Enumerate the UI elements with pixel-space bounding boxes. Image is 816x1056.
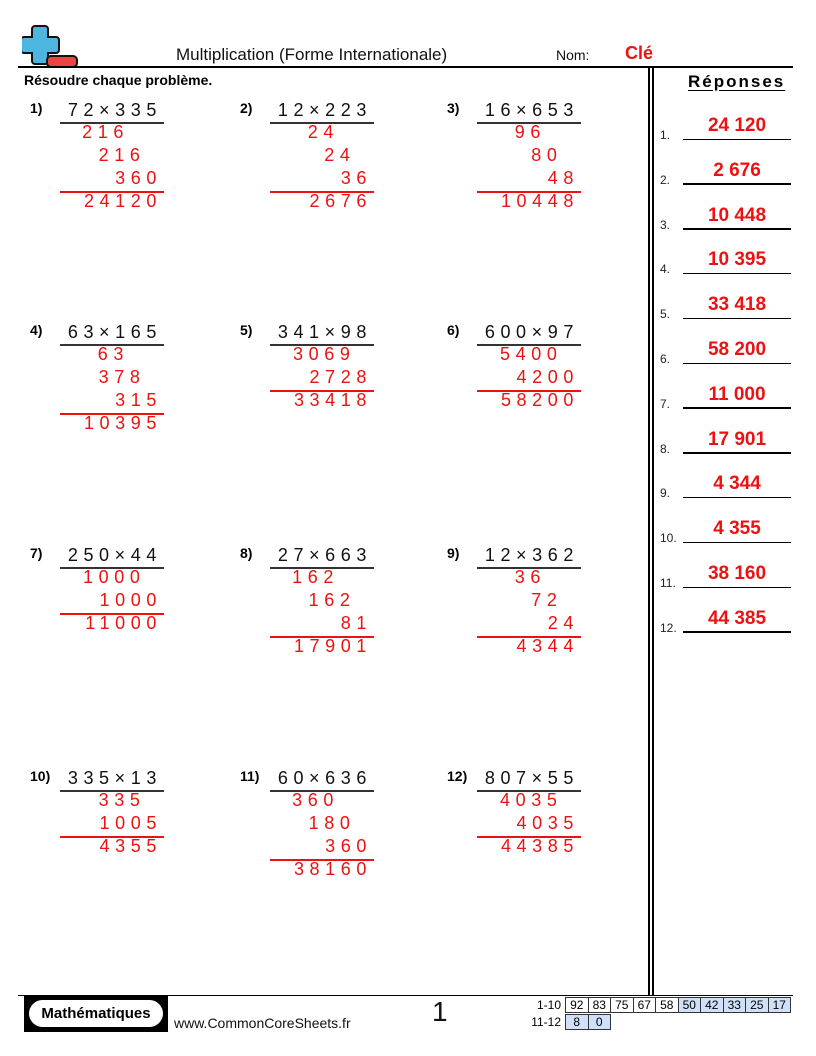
answer-blank-line [683,139,791,141]
answer-number: 3. [660,217,671,232]
answer-4 [660,246,795,276]
answer-9 [660,470,795,500]
answer-value: 58 200 [707,339,767,360]
answer-value: 24 120 [707,115,767,136]
answer-10 [660,515,795,545]
problem-3 [447,100,627,300]
problem-6 [447,322,627,522]
partial-product: 24 [547,613,579,633]
answer-7 [660,381,795,411]
answer-2 [660,157,795,187]
answer-blank-line [683,542,791,544]
product-result: 10448 [500,191,579,211]
answer-number: 4. [660,262,671,277]
partial-product: 80 [531,145,563,165]
product-result: 17901 [293,636,372,656]
score-row-label: 1-10 [536,998,561,1012]
header-divider [18,66,793,68]
product-result: 44385 [500,836,579,856]
problem-5 [240,322,420,522]
partial-product: 162 [292,567,339,587]
answer-blank-line [683,363,791,365]
score-cell: 42 [700,997,724,1013]
footer-site: www.CommonCoreSheets.fr [174,1015,351,1031]
problem-question: 12×362 [484,545,579,565]
partial-product: 1000 [83,567,146,587]
answer-number: 5. [660,307,671,322]
product-result: 2676 [309,191,372,211]
problem-question: 335×13 [67,768,162,788]
product-result: 58200 [500,390,579,410]
partial-product: 24 [307,122,339,142]
score-cell: 83 [588,997,612,1013]
answer-blank-line [683,452,791,454]
partial-product: 315 [115,390,162,410]
partial-product: 1000 [99,590,162,610]
partial-product: 216 [98,145,146,165]
problem-question: 16×653 [484,100,579,120]
problem-1 [30,100,210,300]
answer-value: 38 160 [707,563,767,584]
answer-value: 44 385 [707,607,767,629]
product-result: 4355 [99,836,162,856]
problem-number: 6) [447,322,460,338]
problem-question: 72×335 [67,100,162,120]
problem-question: 63×165 [67,322,162,342]
problem-number: 4) [30,322,43,338]
instructions: Résoudre chaque problème. [24,72,213,88]
score-cell: 75 [610,997,634,1013]
partial-product: 216 [82,122,129,142]
partial-product: 1005 [99,813,162,833]
product-result: 11000 [85,613,162,633]
problem-11 [240,768,420,968]
answer-8 [660,426,795,456]
answer-value: 2 676 [713,159,761,181]
partial-product: 162 [308,590,356,610]
answer-value: 10 448 [707,204,767,226]
answer-12 [660,605,795,635]
subject-badge-label: Mathématiques [29,1000,163,1027]
problem-number: 12) [447,768,468,784]
page-number: 1 [432,996,448,1027]
answer-number: 9. [660,486,671,501]
partial-product: 4035 [516,813,579,833]
answer-column-divider [648,68,650,996]
problem-question: 12×223 [277,100,372,120]
problem-number: 8) [240,545,253,561]
answer-3 [660,202,795,232]
partial-product: 96 [514,122,546,142]
partial-product: 180 [308,813,356,833]
product-result: 38160 [293,859,372,879]
problem-7 [30,545,210,745]
answer-value: 11 000 [708,383,766,405]
score-cell: 8 [565,1014,589,1030]
problem-number: 1) [30,100,43,116]
worksheet-title: Multiplication (Forme Internationale) [176,45,448,64]
problem-question: 250×44 [67,545,162,565]
partial-product: 72 [531,590,563,610]
problem-question: 27×663 [277,545,372,565]
partial-product: 4200 [516,367,579,387]
answer-value: 4 344 [713,473,761,495]
subject-badge [24,996,168,1032]
problem-question: 341×98 [277,322,372,342]
partial-product: 24 [324,145,356,165]
answer-blank-line [683,318,791,320]
problem-10 [30,768,210,968]
score-cell: 17 [768,997,792,1013]
partial-product: 360 [325,836,372,856]
partial-product: 48 [547,168,579,188]
problem-number: 10) [30,768,51,784]
partial-product: 5400 [500,344,563,364]
problem-9 [447,545,627,745]
score-cell: 50 [678,997,702,1013]
answer-number: 6. [660,352,671,366]
answer-blank-line [683,407,791,409]
partial-product: 3069 [293,344,356,364]
answer-blank-line [683,273,791,275]
problem-number: 9) [447,545,460,561]
product-result: 24120 [83,191,162,211]
answer-value: 33 418 [707,294,767,316]
problem-question: 600×97 [484,322,579,342]
problem-number: 7) [30,545,43,561]
problem-2 [240,100,420,300]
answer-number: 8. [660,441,671,456]
product-result: 4344 [516,636,579,656]
problem-number: 2) [240,100,253,116]
partial-product: 81 [340,613,372,633]
problem-question: 60×636 [277,768,372,788]
answer-column-divider [652,68,654,996]
score-cell: 67 [633,997,657,1013]
problem-8 [240,545,420,745]
partial-product: 2728 [309,367,372,387]
answer-11 [660,560,795,590]
product-result: 33418 [293,390,372,410]
answers-title: Réponses [688,72,786,91]
problem-number: 5) [240,322,253,338]
partial-product: 360 [292,790,339,810]
partial-product: 36 [340,168,372,188]
partial-product: 4035 [500,790,563,810]
problem-4 [30,322,210,522]
problem-12 [447,768,627,968]
answer-1 [660,112,795,142]
partial-product: 335 [98,790,146,810]
answer-number: 1. [660,128,671,142]
answer-blank-line [683,183,791,185]
partial-product: 378 [98,367,146,387]
answer-blank-line [683,497,791,499]
answer-number: 7. [660,396,671,411]
score-cell: 33 [723,997,747,1013]
problem-number: 11) [240,768,260,784]
answer-6 [660,336,795,366]
answer-number: 12. [660,620,677,635]
answer-blank-line [683,228,791,230]
answer-value: 17 901 [707,428,767,450]
score-cell: 58 [655,997,679,1013]
name-label: Nom: [556,47,590,63]
answer-blank-line [683,587,791,589]
partial-product: 360 [115,168,162,188]
plus-minus-logo-icon [22,24,78,68]
problem-number: 3) [447,100,460,116]
answer-number: 10. [660,531,677,546]
answer-blank-line [683,631,791,633]
score-cell: 0 [588,1014,612,1030]
answer-number: 2. [660,172,671,187]
partial-product: 36 [514,567,546,587]
problem-question: 807×55 [484,768,579,788]
score-cell: 25 [745,997,769,1013]
answer-value: 10 395 [707,249,767,271]
answer-value: 4 355 [713,518,761,540]
product-result: 10395 [83,413,162,433]
answer-number: 11. [660,576,676,590]
score-row-label: 11-12 [531,1015,561,1029]
score-cell: 92 [565,997,589,1013]
answer-5 [660,291,795,321]
name-value: Clé [625,43,654,63]
partial-product: 63 [97,344,129,364]
